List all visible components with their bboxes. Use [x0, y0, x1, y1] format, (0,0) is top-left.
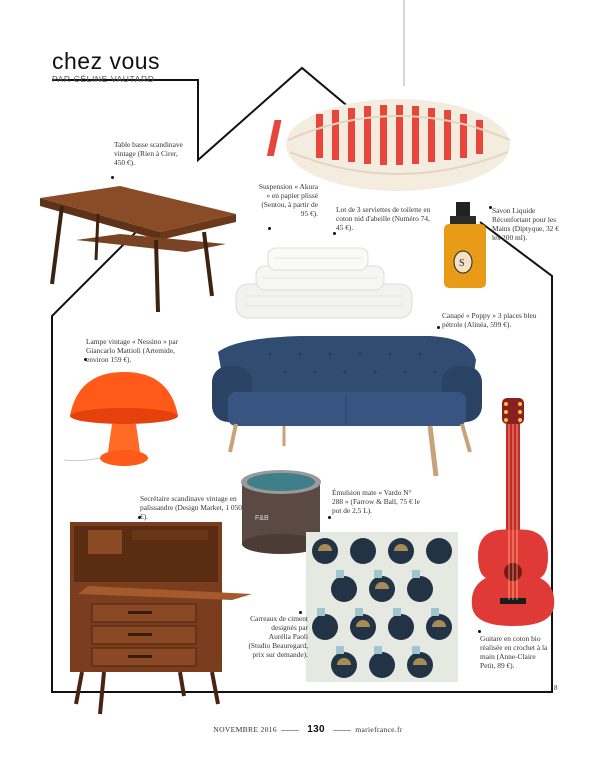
footer-issue: NOVEMBRE 2016 [213, 725, 277, 734]
byline: PAR CÉLINE VAUTARD [52, 74, 155, 84]
folio: 8 [554, 684, 558, 692]
footer-rule [281, 730, 299, 731]
caption-marker [111, 176, 114, 179]
caption-sofa: Canapé « Poppy » 3 places bleu pétrole (Alinéa, 599 €). [442, 311, 537, 330]
caption-marker [328, 516, 331, 519]
cement-tiles-image [306, 532, 458, 682]
caption-lamp: Lampe vintage « Nessino » par Giancarlo Mattioli (Artemide, environ 159 €). [86, 337, 179, 365]
orange-lamp-image [64, 372, 178, 466]
secretary-desk-image [70, 522, 252, 714]
caption-marker [478, 630, 481, 633]
caption-paint: Émulsion mate « Vardo N° 288 » (Farrow & Ball, 75 € le pot de 2,5 L). [332, 488, 420, 516]
footer-page-number: 130 [307, 724, 325, 735]
caption-suspension: Suspension « Akura » en papier plissé (Sentou, à partir de 95 €). [258, 182, 318, 219]
caption-marker [333, 232, 336, 235]
footer-rule [333, 730, 351, 731]
page-title: chez vous [52, 48, 161, 74]
sofa-image [212, 336, 482, 476]
caption-guitar: Guitare en coton bio réalisée en crochet à la main (Anne-Claire Petit, 89 €). [480, 634, 548, 671]
towels-image [236, 248, 412, 318]
caption-soap: Savon Liquide Réconfortant pour les Mains (Diptyque, 32 € les 200 ml). [492, 206, 559, 243]
svg-text:F&B: F&B [255, 515, 269, 522]
caption-marker [268, 227, 271, 230]
caption-table: Table basse scandinave vintage (Rien à Cirer, 450 €). [114, 140, 183, 168]
footer-site: mariefrance.fr [355, 725, 403, 734]
svg-text:S: S [459, 258, 465, 269]
caption-marker [437, 326, 440, 329]
page-footer [0, 724, 616, 735]
caption-desk: Secrétaire scandinave vintage en palissandre (Design Market, 1 050 €). [140, 494, 243, 522]
caption-towels: Lot de 3 serviettes de toilette en coton nid d'abeille (Numéro 74, 45 €). [336, 205, 431, 233]
caption-tiles: Carreaux de ciment designés par Aurélia Paoli (Studio Beauregard, prix sur demande). [248, 614, 308, 660]
suspension-lamp-image [267, 0, 510, 191]
coffee-table-image [40, 186, 236, 312]
soap-bottle-image [444, 202, 486, 288]
guitar-image [472, 398, 554, 626]
